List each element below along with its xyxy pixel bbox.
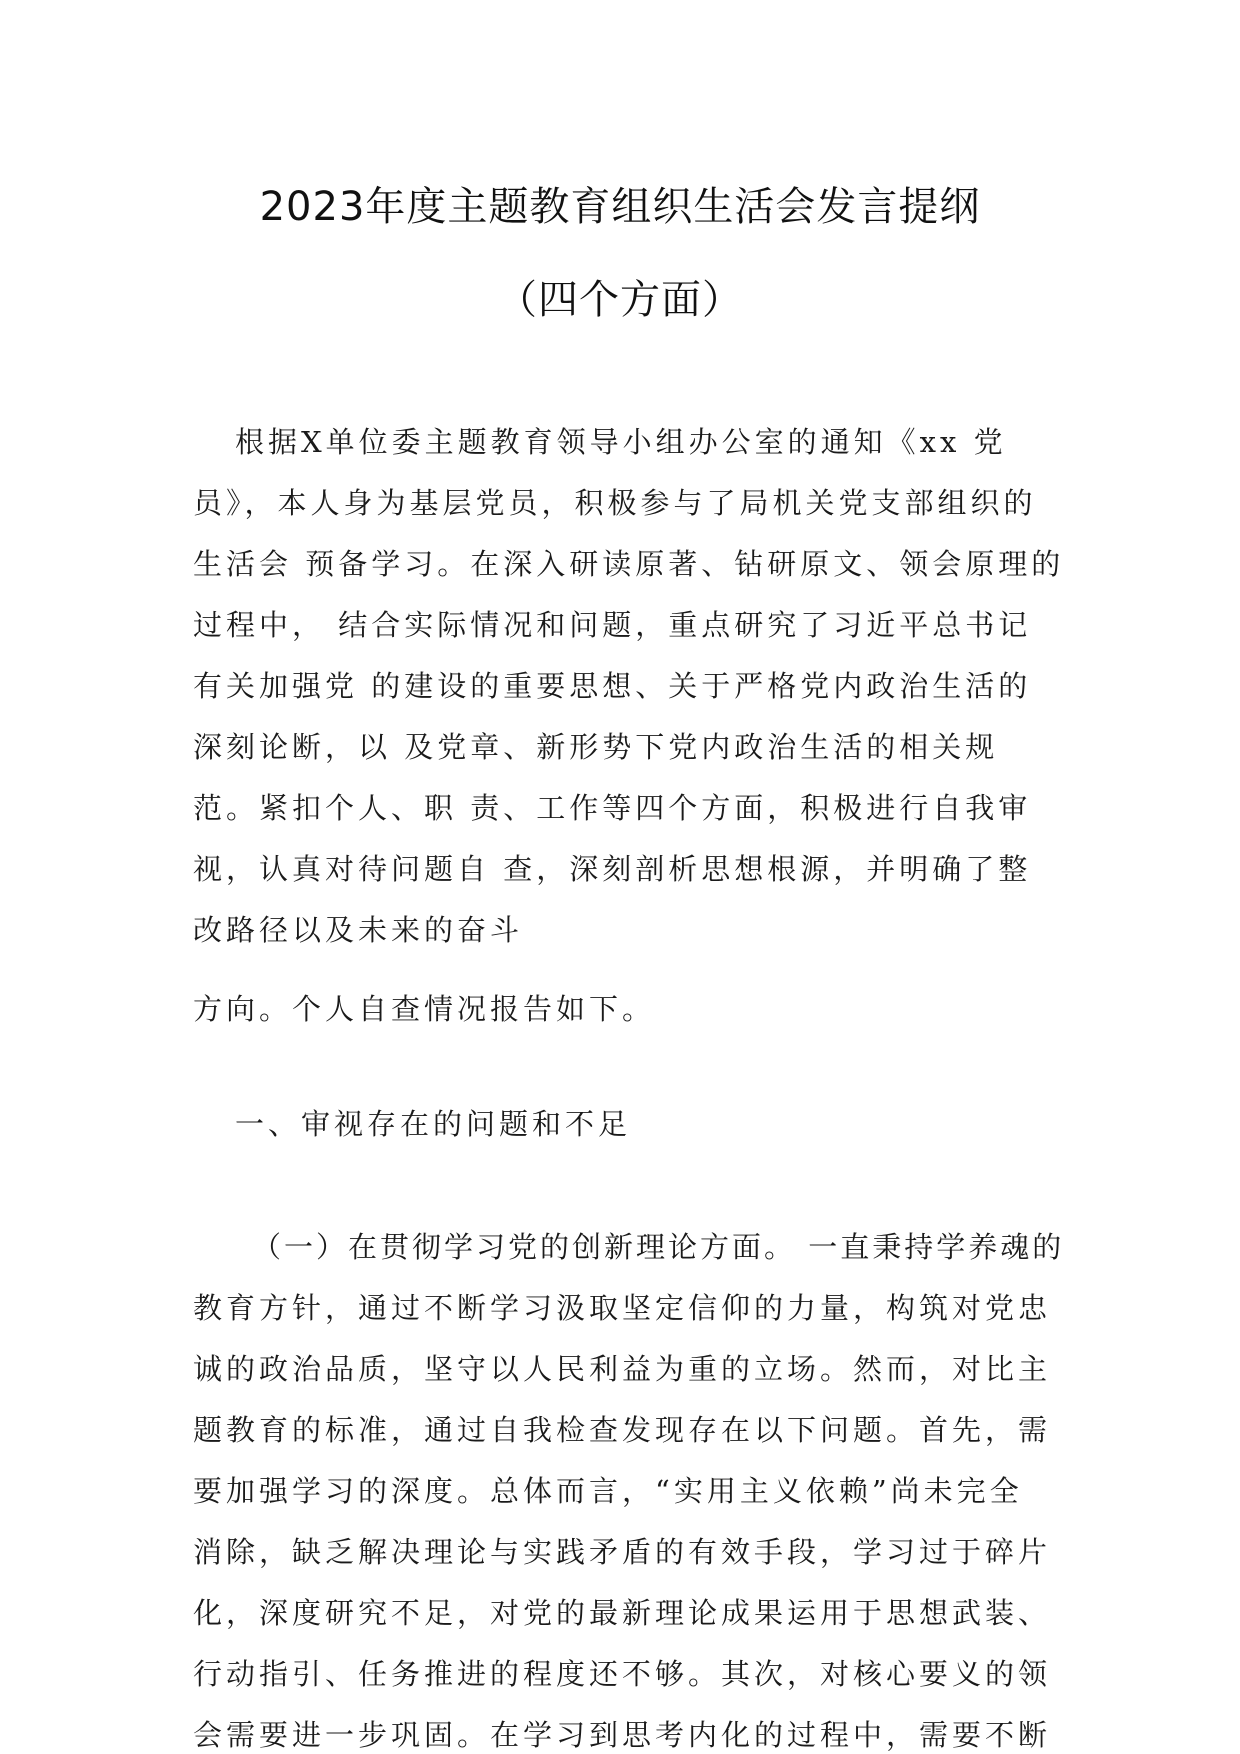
subsection-line: 教育方针，通过不断学习汲取坚定信仰的力量，构筑对党忠 xyxy=(193,1291,1052,1325)
intro-line: 改路径以及未来的奋斗 xyxy=(193,913,524,947)
subsection-line: （一）在贯彻学习党的创新理论方面。 一直秉持学养魂的 xyxy=(252,1230,1065,1264)
subsection-line: 诚的政治品质，坚守以人民利益为重的立场。然而，对比主 xyxy=(193,1352,1052,1386)
intro-line: 根据X单位委主题教育领导小组办公室的通知《xx 党 xyxy=(235,425,1007,459)
subsection-line: 会需要进一步巩固。在学习到思考内化的过程中，需要不断 xyxy=(193,1718,1052,1752)
intro-line: 深刻论断，以 及党章、新形势下党内政治生活的相关规 xyxy=(193,730,999,764)
document-title: 2023年度主题教育组织生活会发言提纲 xyxy=(259,184,981,230)
subsection-line: 要加强学习的深度。总体而言，“实用主义依赖”尚未完全 xyxy=(193,1474,1023,1508)
intro-line: 方向。个人自查情况报告如下。 xyxy=(193,992,656,1026)
subsection-line: 消除，缺乏解决理论与实践矛盾的有效手段，学习过于碎片 xyxy=(193,1535,1052,1569)
intro-line: 生活会 预备学习。在深入研读原著、钻研原文、领会原理的 xyxy=(193,547,1065,581)
intro-line: 员》，本人身为基层党员，积极参与了局机关党支部组织的 xyxy=(193,486,1037,520)
subsection-line: 行动指引、任务推进的程度还不够。其次，对核心要义的领 xyxy=(193,1657,1052,1691)
intro-line: 有关加强党 的建设的重要思想、关于严格党内政治生活的 xyxy=(193,669,1032,703)
document-subtitle: （四个方面） xyxy=(497,277,743,323)
intro-line: 过程中， 结合实际情况和问题，重点研究了习近平总书记 xyxy=(193,608,1032,642)
subsection-line: 化，深度研究不足，对党的最新理论成果运用于思想武装、 xyxy=(193,1596,1052,1630)
subsection-line: 题教育的标准，通过自我检查发现存在以下问题。首先，需 xyxy=(193,1413,1052,1447)
intro-line: 范。紧扣个人、职 责、工作等四个方面，积极进行自我审 xyxy=(193,791,1032,825)
intro-line: 视，认真对待问题自 查，深刻剖析思想根源，并明确了整 xyxy=(193,852,1032,886)
section-heading: 一、审视存在的问题和不足 xyxy=(235,1107,632,1141)
